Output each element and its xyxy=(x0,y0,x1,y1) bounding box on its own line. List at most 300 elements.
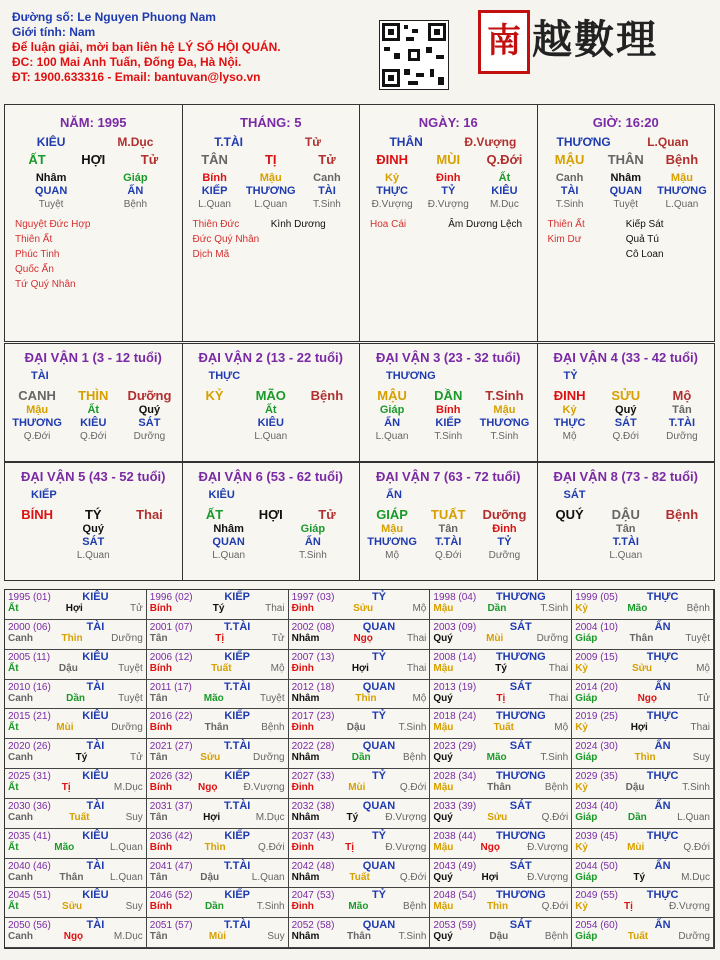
year-label: 2052 (58) xyxy=(291,920,335,932)
year-star: THỰC xyxy=(646,770,679,782)
cell-value: TỶ xyxy=(497,536,512,548)
year-phase: Mộ xyxy=(412,603,427,614)
year-earth: Mão xyxy=(627,603,648,614)
year-cell xyxy=(572,620,714,650)
cell-line xyxy=(360,185,537,198)
year-earth: Thìn xyxy=(204,841,226,853)
cell-value: Đ.Vượng xyxy=(427,199,469,210)
pillar-title: NĂM: 1995 xyxy=(60,115,127,130)
year-earth: Tị xyxy=(624,901,633,913)
year-label: 2049 (55) xyxy=(575,890,618,902)
year-label: 2001 (07) xyxy=(149,621,193,633)
year-star: THỰC xyxy=(646,650,679,663)
pillar-cell xyxy=(360,105,538,341)
cell-value: Dưỡng xyxy=(127,388,172,403)
notes-left xyxy=(15,217,93,292)
note-item: Tứ Quý Nhân xyxy=(15,279,76,290)
year-phase: Bệnh xyxy=(403,901,427,913)
year-branch xyxy=(292,842,427,854)
year-stem: Giáp xyxy=(575,692,598,704)
year-earth: Tuất xyxy=(627,931,649,943)
dai-van-title: ĐẠI VẬN 3 (23 - 32 tuổi) xyxy=(376,350,521,365)
year-branch xyxy=(8,663,143,675)
year-cell xyxy=(289,620,431,650)
year-cell xyxy=(5,590,147,620)
year-stem: Nhâm xyxy=(291,871,320,883)
year-stem: Tân xyxy=(149,752,168,764)
year-label: 2035 (41) xyxy=(8,830,51,842)
year-stem: Đinh xyxy=(291,603,314,614)
dai-van-star xyxy=(360,370,537,383)
pillar-cell xyxy=(183,105,361,341)
year-stem: Nhâm xyxy=(291,692,320,704)
year-star: THƯƠNG xyxy=(495,889,546,902)
year-earth: Dần xyxy=(351,752,371,764)
cell-line xyxy=(538,549,715,562)
year-stem: Mậu xyxy=(433,662,454,674)
pillar-cell xyxy=(5,105,183,341)
year-earth: Hợi xyxy=(481,871,499,883)
cell-value: TÀI xyxy=(318,185,336,197)
year-cell xyxy=(289,590,431,620)
year-phase: Q.Đới xyxy=(258,841,285,853)
year-branch xyxy=(292,901,427,913)
pillar-notes xyxy=(538,217,715,262)
note-item: Nguyệt Đức Hợp xyxy=(15,219,91,230)
cell-value: Kỷ xyxy=(562,404,577,416)
year-cell xyxy=(5,680,147,710)
cell-value: Bệnh xyxy=(123,199,148,210)
year-stem: Mậu xyxy=(433,603,454,614)
year-earth: Hợi xyxy=(630,722,648,734)
year-label: 2005 (11) xyxy=(8,651,51,663)
year-stem: Mậu xyxy=(433,841,454,853)
year-star: THƯƠNG xyxy=(495,829,546,842)
cell-line xyxy=(183,185,360,198)
note-item: Âm Dương Lệch xyxy=(448,219,523,230)
year-stem: Ất xyxy=(8,722,19,734)
year-label: 2047 (53) xyxy=(291,890,335,902)
notes-left xyxy=(370,217,448,232)
year-label: 2007 (13) xyxy=(291,651,335,663)
year-cell xyxy=(5,620,147,650)
cell-value: T.Sinh xyxy=(434,431,463,442)
cell-value: Mậu xyxy=(26,404,49,416)
year-phase: Dưỡng xyxy=(536,632,569,644)
note-item: Thiên Đức xyxy=(192,219,240,230)
cell-line xyxy=(360,417,537,430)
year-label: 2004 (10) xyxy=(575,621,618,633)
year-star: THỰC xyxy=(646,591,679,603)
cell-value: TÂN xyxy=(201,152,228,167)
cell-value: L.Quan xyxy=(647,135,689,149)
year-phase: T.Sinh xyxy=(682,782,710,793)
year-star: QUAN xyxy=(362,680,396,693)
year-phase: Bệnh xyxy=(403,752,427,764)
year-branch xyxy=(292,931,427,943)
year-label: 2053 (59) xyxy=(433,920,477,932)
year-stem: Giáp xyxy=(575,811,598,823)
cell-line xyxy=(538,417,715,430)
cell-line xyxy=(5,185,182,198)
year-star: THỰC xyxy=(646,829,679,842)
year-phase: Suy xyxy=(125,901,143,913)
year-branch xyxy=(433,872,568,884)
year-branch xyxy=(8,872,143,884)
year-label: 2012 (18) xyxy=(291,681,335,693)
year-label: 2051 (57) xyxy=(149,920,193,932)
cell-value: QUAN xyxy=(34,185,68,197)
year-branch xyxy=(575,752,710,764)
year-earth: Tý xyxy=(346,811,359,823)
cell-line xyxy=(360,404,537,417)
year-cell xyxy=(572,859,714,889)
year-cell xyxy=(572,590,714,620)
year-label: 2039 (45) xyxy=(575,830,618,842)
year-star: TÀI xyxy=(86,620,105,633)
year-label: 1996 (02) xyxy=(149,592,193,603)
year-earth: Ngọ xyxy=(480,841,500,853)
cell-value: T.TÀI xyxy=(435,536,462,548)
year-cell xyxy=(430,739,572,769)
year-earth: Sửu xyxy=(62,901,83,913)
year-stem: Kỷ xyxy=(575,901,588,913)
year-label: 2023 (29) xyxy=(433,741,477,753)
cell-value: TÝ xyxy=(84,507,102,522)
year-label: 1998 (04) xyxy=(433,592,477,603)
year-star: KIÊU xyxy=(82,710,109,723)
note-item: Thiên Ất xyxy=(15,234,53,245)
year-branch xyxy=(8,842,143,854)
year-label: 2037 (43) xyxy=(291,830,335,842)
year-star: T.TÀI xyxy=(224,859,251,872)
year-branch xyxy=(150,812,285,824)
year-label: 1999 (05) xyxy=(575,592,618,603)
year-branch xyxy=(575,842,710,854)
year-cell xyxy=(5,888,147,918)
year-label: 2028 (34) xyxy=(433,771,477,782)
year-phase: Đ.Vượng xyxy=(527,841,569,853)
year-star: TÀI xyxy=(86,859,105,872)
cell-value: GIÁP xyxy=(376,507,408,522)
dai-van-star xyxy=(183,370,360,383)
year-cell xyxy=(147,888,289,918)
year-earth: Sửu xyxy=(200,752,221,764)
cell-value: THỰC xyxy=(376,185,408,197)
year-branch xyxy=(8,782,143,794)
year-stem: Bính xyxy=(149,722,173,734)
year-star: SÁT xyxy=(509,919,532,932)
year-phase: L.Quan xyxy=(251,871,285,883)
year-phase: Dưỡng xyxy=(678,931,710,943)
cell-value: BÍNH xyxy=(21,507,53,522)
year-earth: Mùi xyxy=(56,722,74,734)
year-cell xyxy=(147,709,289,739)
year-label: 2011 (17) xyxy=(149,681,192,693)
cell-value: Tuyệt xyxy=(38,199,64,210)
cell-value: T.Sinh xyxy=(313,199,341,210)
cell-value: Bệnh xyxy=(310,388,344,403)
year-earth: Hợi xyxy=(65,603,83,614)
year-label: 2034 (40) xyxy=(575,800,618,812)
year-label: 2014 (20) xyxy=(575,681,618,693)
year-star: TỶ xyxy=(371,710,387,723)
cell-line xyxy=(538,404,715,417)
cell-value: HỢI xyxy=(81,152,106,167)
year-label: 2038 (44) xyxy=(433,830,477,842)
year-star: SÁT xyxy=(509,859,532,872)
cell-line xyxy=(5,404,182,417)
year-earth: Tuất xyxy=(493,722,515,734)
cell-line xyxy=(5,417,182,430)
cell-value: Nhâm xyxy=(610,172,642,184)
cell-value: Dưỡng xyxy=(488,550,521,561)
year-earth: Dậu xyxy=(346,722,366,734)
year-cell xyxy=(147,799,289,829)
year-phase: M.Dục xyxy=(255,811,285,823)
cell-line xyxy=(538,136,715,149)
year-phase: Tử xyxy=(271,632,285,644)
year-cell xyxy=(430,680,572,710)
cell-value: Thai xyxy=(136,507,163,522)
cell-value: Nhâm xyxy=(35,172,67,184)
cell-line xyxy=(5,172,182,185)
year-phase: Đ.Vượng xyxy=(385,841,427,853)
year-stem: Kỷ xyxy=(575,722,588,734)
cell-line xyxy=(5,136,182,149)
cell-line xyxy=(538,430,715,443)
year-cell xyxy=(147,859,289,889)
cell-value: Giáp xyxy=(300,523,326,535)
year-stem: Quý xyxy=(433,871,453,883)
note-item: Kim Dư xyxy=(547,234,582,245)
year-label: 2036 (42) xyxy=(149,830,193,842)
year-branch xyxy=(433,693,568,705)
year-branch xyxy=(292,752,427,764)
cell-value: KỶ xyxy=(205,388,224,403)
dai-van-star xyxy=(360,489,537,502)
cell-line xyxy=(5,430,182,443)
cell-line xyxy=(5,151,182,168)
year-star: KIẾP xyxy=(224,710,251,723)
year-earth: Tị xyxy=(345,841,355,853)
dai-van-cell xyxy=(5,463,183,580)
cell-value: DẬU xyxy=(611,507,640,522)
cell-value: Mộ xyxy=(385,550,400,561)
cell-line xyxy=(538,536,715,549)
year-phase: Đ.Vượng xyxy=(243,782,285,793)
cell-value: Nhâm xyxy=(213,523,244,535)
year-star: KIẾP xyxy=(224,889,251,902)
cell-value: THƯƠNG xyxy=(245,185,296,197)
notes-left xyxy=(193,217,271,262)
cell-value: Q.Đới xyxy=(79,431,107,442)
year-stem: Ất xyxy=(8,901,19,913)
dai-van-cell xyxy=(360,463,538,580)
year-branch xyxy=(575,603,710,615)
cell-line xyxy=(183,506,360,523)
cell-line xyxy=(183,536,360,549)
cell-value: T.Sinh xyxy=(490,431,519,442)
year-label: 2006 (12) xyxy=(149,651,193,663)
year-earth: Thân xyxy=(204,722,229,734)
cell-value: KIÊU xyxy=(36,135,66,149)
year-label: 2021 (27) xyxy=(149,741,193,753)
cell-value: THÂN xyxy=(607,152,644,167)
year-phase: Tuyệt xyxy=(685,632,710,644)
year-stem: Kỷ xyxy=(575,603,588,614)
cell-value: THƯƠNG xyxy=(657,185,707,197)
year-cell xyxy=(5,859,147,889)
year-stem: Canh xyxy=(8,931,33,943)
year-star: ẤN xyxy=(654,740,671,753)
year-star: T.TÀI xyxy=(224,740,251,753)
year-cell xyxy=(430,620,572,650)
cell-line xyxy=(183,523,360,536)
year-cell xyxy=(289,769,431,799)
cell-value: SÁT xyxy=(614,417,637,429)
dai-van-title: ĐẠI VẬN 1 (3 - 12 tuổi) xyxy=(24,350,162,365)
note-item: Hoa Cái xyxy=(370,219,407,230)
year-label: 2030 (36) xyxy=(8,800,51,812)
year-cell xyxy=(147,590,289,620)
year-earth: Ngọ xyxy=(198,782,218,793)
year-label: 2016 (22) xyxy=(149,711,193,723)
qr-code-icon[interactable] xyxy=(379,20,449,90)
year-earth: Ngọ xyxy=(637,692,658,704)
year-earth: Thân xyxy=(59,871,84,883)
year-star: ẤN xyxy=(654,620,671,633)
cell-line xyxy=(360,549,537,562)
cell-value: Q.Đới xyxy=(486,152,523,167)
year-star: KIẾP xyxy=(224,829,251,842)
year-cell xyxy=(289,709,431,739)
cell-value: Mộ xyxy=(562,431,577,442)
year-stem: Ất xyxy=(8,782,19,793)
cell-value: THƯƠNG xyxy=(12,417,62,429)
year-stem: Quý xyxy=(433,632,453,644)
year-phase: Suy xyxy=(692,752,710,764)
cell-value: Giáp xyxy=(123,172,148,184)
cell-value: Ất xyxy=(87,404,100,416)
year-branch xyxy=(8,931,143,943)
year-earth: Sửu xyxy=(487,811,508,823)
cell-value: Bệnh xyxy=(665,152,699,167)
year-star: THƯƠNG xyxy=(495,591,546,603)
cell-value: CANH xyxy=(18,388,56,403)
cell-line xyxy=(5,506,182,523)
cell-line xyxy=(5,198,182,211)
year-stem: Tân xyxy=(149,692,168,704)
pillar-notes xyxy=(183,217,360,262)
year-star: KIẾP xyxy=(224,650,251,663)
year-label: 2033 (39) xyxy=(433,800,477,812)
cell-line xyxy=(538,506,715,523)
year-phase: Q.Đới xyxy=(541,811,569,823)
year-branch xyxy=(575,722,710,734)
brand-title: 越數理 xyxy=(532,16,658,63)
dai-van-star xyxy=(538,489,715,502)
year-branch xyxy=(433,782,568,794)
year-star: TÀI xyxy=(86,740,105,753)
dai-van-star xyxy=(5,489,182,502)
cell-line xyxy=(360,506,537,523)
cell-value: T.Sinh xyxy=(555,199,584,210)
year-phase: Thai xyxy=(406,632,427,644)
year-branch xyxy=(292,782,427,794)
year-stem: Mậu xyxy=(433,901,454,913)
cell-line xyxy=(183,151,360,168)
year-label: 2046 (52) xyxy=(149,890,193,902)
cell-value: T.TÀI xyxy=(612,536,639,548)
star-value: KIÊU xyxy=(208,489,235,501)
year-branch xyxy=(292,603,427,615)
year-earth: Dậu xyxy=(200,871,220,883)
year-stem: Giáp xyxy=(575,632,598,644)
cell-value: M.Dục xyxy=(117,135,154,149)
cell-value: Q.Đới xyxy=(612,431,640,442)
pillar-notes xyxy=(5,217,182,292)
cell-value: T.Sinh xyxy=(298,550,327,561)
year-earth: Thìn xyxy=(486,901,509,913)
year-cell xyxy=(572,650,714,680)
cell-line xyxy=(5,387,182,404)
year-phase: M.Dục xyxy=(113,782,143,793)
year-star: TÀI xyxy=(86,680,105,693)
cell-value: THÂN xyxy=(389,135,423,149)
cell-value: Quý xyxy=(82,523,104,535)
note-item: Thiên Ất xyxy=(547,219,585,230)
year-phase: Đ.Vượng xyxy=(385,811,427,823)
year-star: T.TÀI xyxy=(224,919,251,932)
header-info xyxy=(12,10,281,85)
year-cell xyxy=(572,769,714,799)
year-branch xyxy=(150,633,285,645)
cell-line xyxy=(183,549,360,562)
cell-line xyxy=(538,185,715,198)
year-stem: Đinh xyxy=(291,722,314,734)
year-star: T.TÀI xyxy=(224,799,251,812)
year-stem: Giáp xyxy=(575,931,598,943)
year-branch xyxy=(150,603,285,615)
year-label: 1997 (03) xyxy=(291,592,335,603)
year-branch xyxy=(575,782,710,794)
year-earth: Dần xyxy=(204,901,224,913)
pillar-title: THÁNG: 5 xyxy=(240,115,302,130)
year-cell xyxy=(572,739,714,769)
year-phase: Bệnh xyxy=(261,722,285,734)
star-value: THỰC xyxy=(208,370,241,382)
year-star: TỶ xyxy=(371,591,387,603)
year-phase: T.Sinh xyxy=(256,901,285,913)
year-star: TÀI xyxy=(86,919,105,932)
cell-value: Tử xyxy=(140,152,159,167)
cell-value: SỬU xyxy=(611,388,641,403)
cell-line xyxy=(5,536,182,549)
year-phase: Mộ xyxy=(696,662,710,674)
year-stem: Đinh xyxy=(291,782,314,793)
cell-line xyxy=(360,523,537,536)
year-label: 2008 (14) xyxy=(433,651,477,663)
year-phase: Bệnh xyxy=(544,931,569,943)
cell-value: QUAN xyxy=(212,536,245,548)
year-earth: Tuất xyxy=(349,871,370,883)
year-label: 2032 (38) xyxy=(291,800,335,812)
year-label: 2013 (19) xyxy=(433,681,477,693)
year-branch xyxy=(575,693,710,705)
year-phase: Tử xyxy=(129,603,143,614)
pillar-title: GIỜ: 16:20 xyxy=(592,115,659,130)
